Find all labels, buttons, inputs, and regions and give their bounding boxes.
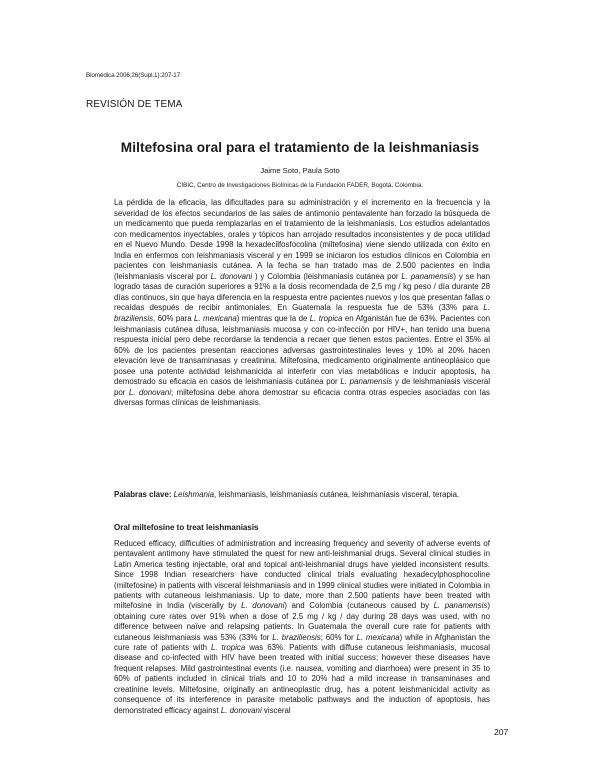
section-label: REVISIÓN DE TEMA xyxy=(86,99,183,110)
page-number: 207 xyxy=(494,727,509,737)
journal-citation: Biomédica 2006;26(Supl.1):207-17 xyxy=(86,72,181,79)
article-authors: Jaime Soto, Paula Soto xyxy=(260,166,340,175)
author-affiliation: CIBIC, Centro de Investigaciones Biolínicas de la Fundación FADER, Bogotá, Colombia. xyxy=(176,182,424,189)
english-abstract-heading: Oral miltefosine to treat leishmaniasis xyxy=(114,523,259,532)
abstract-spanish: La pérdida de la eficacia, las dificultades para su administración y el incremento en la frecuencia y la severidad de los efectos secundarios de las sales de antimonio pentavalente han forzado la búsqueda de un medicamento que pueda remplazarlas en el tratamiento de la leishmaniasis. Los estudios adelantados con medicamentos inyectables, orales y tópicos han arrojado resultados inconsistentes y de poca utilidad en el Nuevo Mundo. Desde 1998 la hexadecilfosfocolina (miltefosina) viene siendo utilizada con éxito en India en enfermos con leishmaniasis visceral y en 1999 se iniciaron los estudios clínicos en Colombia en pacientes con leishmaniasis cutánea. A la fecha se han tratado mas de 2.500 pacientes en India (leishmaniasis visceral por L. donovani ) y Colombia (leishmaniasis cutánea por L. panamensis) y se han logrado tasas de curación superiores a 91% a la dosis recomendada de 2,5 mg / kg peso / día durante 28 días continuos, sin que haya diferencia en la respuesta entre pacientes nuevos y los que presentan fallas o recaídas después de recibir antimoniales. En Guatemala la respuesta fue de 53% (33% para L. braziliensis, 60% para L. mexicana) mientras que la de L. tropica en Afganistán fue de 63%. Pacientes con leishmaniasis cutánea difusa, leishmaniasis mucosa y con co-infección por HIV+, han tenido una buena respuesta inicial pero debe recordarse la tendencia a recaer que tienen estos pacientes. Entre el 35% al 60% de los pacientes presentan reacciones adversas gastrointestinales leves y 10% al 20% hacen elevación leve de transaminasas y creatinina. Miltefosina, medicamento originalmente antineoplásico que posee una potente actividad leishmanicida al interferir con vías metabólicas e inducir apoptosis, ha demostrado su eficacia en casos de leishmaniasis cutánea por L. panamensis y de leishmaniasis visceral por L. donovani; miltefosina debe ahora demostrar su eficacia contra otras especies asociadas con las diversas formas clínicas de leishmaniasis. xyxy=(114,198,490,408)
keywords: Palabras clave: Leishmania, leishmaniasis, leishmaniasis cutánea, leishmaniasis visceral, terapia. xyxy=(114,490,460,499)
article-title: Miltefosina oral para el tratamiento de la leishmaniasis xyxy=(120,140,480,155)
keywords-label: Palabras clave: xyxy=(114,490,172,499)
abstract-english: Reduced efficacy, difficulties of administration and increasing frequency and severity of adverse events of pentavalent antimony have stimulated the quest for new anti-leishmanial drugs. Several clinical studies in Latin America testing injectable, oral and topical anti-leishmanial drugs have yielded inconsistent results. Since 1998 Indian researchers have conducted clinical trials evaluating hexadecylphosphocoline (miltefosine) in patients with visceral leishmaniasis and in 1999 clinical studies were initiated in Colombia in patients with cutaneous leishmaniasis. Up to date, more than 2.500 patients have been treated with miltefosine in India (viscerally by L. donovani) and Colombia (cutaneous caused by L. panamensis) obtaining cure rates over 91% when a dose of 2.5 mg / kg / day during 28 days was used, with no difference between naïve and relapsing patients. In Guatemala the overall cure rate for patients with cutaneous leishmaniasis was 53% (33% for L. braziliensis; 60% for L. mexicana) while in Afghanistan the cure rate of patients with L. tropica was 63%. Patients with diffuse cutaneous leishmaniasis, mucosal disease and co-infected with HIV have been treated with initial success; however these diseases have frequent relapses. Mild gastrointestinal events (i.e. nausea, vomiting and diarrhoea) were present in 35 to 60% of patients included in clinical trials and 10 to 20% had a mild increase in transaminases and creatinine levels. Miltefosine, originally an antineoplastic drug, has a potent leishmanicidal activity as consequence of its interference in parasite metabolic pathways and the induction of apoptosis, has demonstrated efficacy against L. donovani visceral xyxy=(114,539,490,715)
